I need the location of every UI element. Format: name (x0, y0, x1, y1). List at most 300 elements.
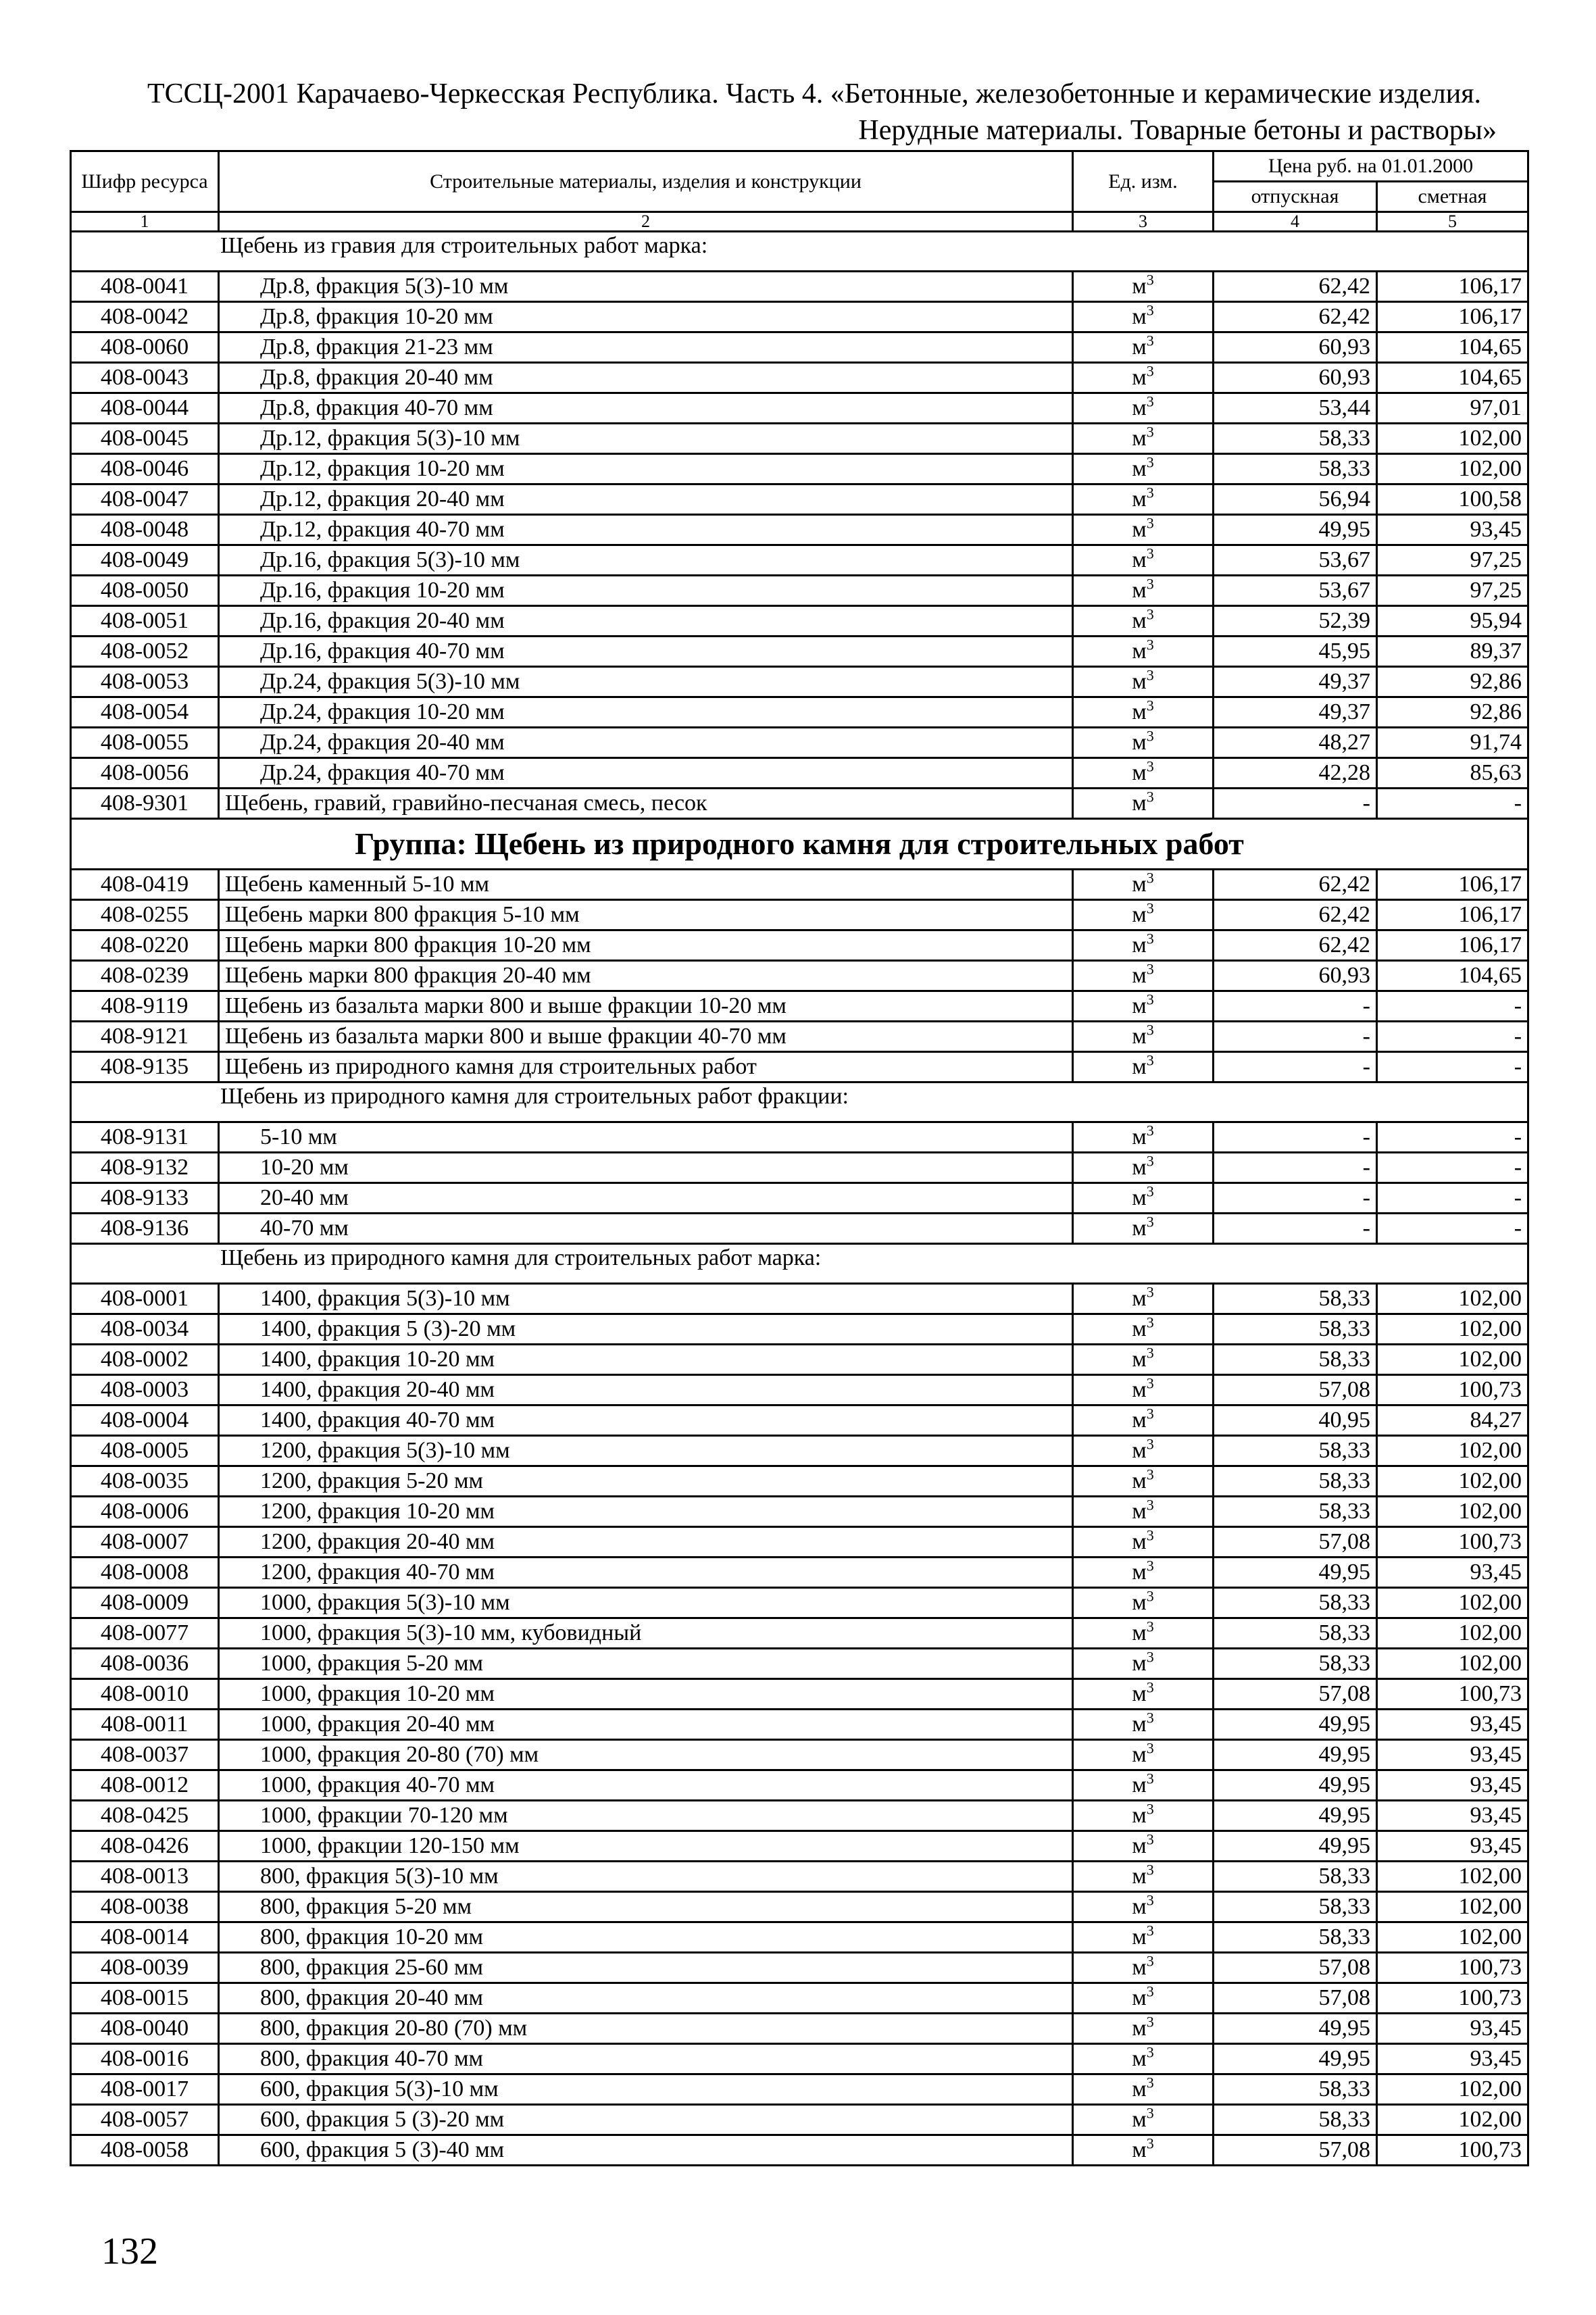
table-row (71, 545, 1528, 576)
material-name: 1200, фракция 5-20 мм (219, 1466, 1073, 1497)
unit-cell (1073, 697, 1214, 728)
resource-code: 408-0005 (71, 1436, 219, 1466)
unit-exponent: 3 (1146, 1314, 1154, 1331)
release-price: 49,95 (1214, 1740, 1377, 1770)
unit-exponent: 3 (1146, 1922, 1154, 1939)
table-row (71, 789, 1528, 819)
release-price: 58,33 (1214, 1314, 1377, 1345)
unit-exponent: 3 (1146, 1770, 1154, 1787)
release-price: - (1214, 1183, 1377, 1214)
estimate-price: 97,25 (1377, 576, 1528, 606)
resource-code: 408-0049 (71, 545, 219, 576)
resource-code: 408-0037 (71, 1740, 219, 1770)
estimate-price: 104,65 (1377, 363, 1528, 393)
material-name: 600, фракция 5(3)-10 мм (219, 2074, 1073, 2105)
release-price: 52,39 (1214, 606, 1377, 637)
release-price: 58,33 (1214, 1436, 1377, 1466)
estimate-price: 106,17 (1377, 930, 1528, 961)
column-number: 5 (1377, 212, 1528, 232)
resource-code: 408-0007 (71, 1527, 219, 1558)
table-row (71, 900, 1528, 930)
unit-symbol: м (1132, 395, 1147, 420)
unit-symbol: м (1132, 2016, 1147, 2041)
column-header-estimate: сметная (1377, 182, 1528, 212)
material-name: 1000, фракция 5(3)-10 мм (219, 1588, 1073, 1618)
estimate-price: 104,65 (1377, 332, 1528, 363)
unit-exponent: 3 (1146, 788, 1154, 805)
resource-code: 408-0040 (71, 2014, 219, 2044)
table-row (71, 1588, 1528, 1618)
unit-cell (1073, 484, 1214, 515)
release-price: 57,08 (1214, 1527, 1377, 1558)
resource-code: 408-0052 (71, 637, 219, 667)
material-name: 1200, фракция 40-70 мм (219, 1558, 1073, 1588)
material-name: Щебень, гравий, гравийно-песчаная смесь, песок (219, 789, 1073, 819)
unit-symbol: м (1132, 2137, 1147, 2162)
unit-exponent: 3 (1146, 2135, 1154, 2152)
unit-cell (1073, 667, 1214, 697)
table-row (71, 393, 1528, 424)
unit-symbol: м (1132, 1286, 1147, 1311)
release-price: 58,33 (1214, 424, 1377, 454)
material-name: 800, фракция 40-70 мм (219, 2044, 1073, 2074)
unit-cell (1073, 515, 1214, 545)
material-name: Др.12, фракция 20-40 мм (219, 484, 1073, 515)
material-name: 800, фракция 20-80 (70) мм (219, 2014, 1073, 2044)
unit-cell (1073, 1345, 1214, 1375)
release-price: 60,93 (1214, 363, 1377, 393)
table-row (71, 606, 1528, 637)
estimate-price: 102,00 (1377, 1466, 1528, 1497)
table-row (71, 1405, 1528, 1436)
table-row (71, 1345, 1528, 1375)
unit-cell (1073, 1436, 1214, 1466)
unit-exponent: 3 (1146, 2043, 1154, 2061)
unit-cell (1073, 363, 1214, 393)
material-name: Др.8, фракция 40-70 мм (219, 393, 1073, 424)
estimate-price: 93,45 (1377, 1801, 1528, 1831)
unit-exponent: 3 (1146, 1709, 1154, 1726)
unit-symbol: м (1132, 1924, 1147, 1949)
material-name: Др.16, фракция 20-40 мм (219, 606, 1073, 637)
resource-code: 408-0043 (71, 363, 219, 393)
unit-cell (1073, 1183, 1214, 1214)
estimate-price: 102,00 (1377, 1284, 1528, 1314)
estimate-price: - (1377, 789, 1528, 819)
resource-code: 408-0035 (71, 1466, 219, 1497)
estimate-price: - (1377, 1153, 1528, 1183)
unit-exponent: 3 (1146, 1152, 1154, 1170)
unit-cell (1073, 728, 1214, 758)
table-row (71, 515, 1528, 545)
table-row (71, 728, 1528, 758)
release-price: 60,93 (1214, 332, 1377, 363)
resource-code: 408-0038 (71, 1892, 219, 1922)
release-price: 57,08 (1214, 1953, 1377, 1983)
unit-cell (1073, 1740, 1214, 1770)
unit-symbol: м (1132, 1955, 1147, 1980)
unit-cell (1073, 1588, 1214, 1618)
material-name: Др.8, фракция 21-23 мм (219, 332, 1073, 363)
unit-exponent: 3 (1146, 1952, 1154, 1970)
section-title: Щебень из природного камня для строительных работ фракции: (71, 1082, 1528, 1122)
estimate-price: 102,00 (1377, 1892, 1528, 1922)
estimate-price: 100,73 (1377, 1953, 1528, 1983)
unit-cell (1073, 1953, 1214, 1983)
resource-code: 408-0039 (71, 1953, 219, 1983)
material-name: Др.24, фракция 10-20 мм (219, 697, 1073, 728)
resource-code: 408-0034 (71, 1314, 219, 1345)
unit-exponent: 3 (1146, 1678, 1154, 1696)
table-row (71, 1922, 1528, 1953)
release-price: 62,42 (1214, 870, 1377, 900)
resource-code: 408-0001 (71, 1284, 219, 1314)
estimate-price: 104,65 (1377, 961, 1528, 991)
unit-cell (1073, 454, 1214, 484)
table-row (71, 1314, 1528, 1345)
resource-code: 408-0010 (71, 1679, 219, 1710)
unit-cell (1073, 1214, 1214, 1244)
column-header-unit: Ед. изм. (1073, 151, 1214, 212)
material-name: 1400, фракция 5 (3)-20 мм (219, 1314, 1073, 1345)
resource-code: 408-0009 (71, 1588, 219, 1618)
unit-symbol: м (1132, 1620, 1147, 1645)
material-name: 1000, фракции 120-150 мм (219, 1831, 1073, 1862)
release-price: 62,42 (1214, 900, 1377, 930)
resource-code: 408-0013 (71, 1862, 219, 1892)
unit-exponent: 3 (1146, 757, 1154, 775)
unit-symbol: м (1132, 1590, 1147, 1615)
resource-code: 408-0056 (71, 758, 219, 789)
resource-code: 408-0055 (71, 728, 219, 758)
unit-symbol: м (1132, 1377, 1147, 1402)
unit-exponent: 3 (1146, 899, 1154, 917)
estimate-price: 106,17 (1377, 302, 1528, 332)
resource-code: 408-0014 (71, 1922, 219, 1953)
material-name: 1400, фракция 40-70 мм (219, 1405, 1073, 1436)
release-price: 58,33 (1214, 1466, 1377, 1497)
unit-cell (1073, 1770, 1214, 1801)
resource-code: 408-9136 (71, 1214, 219, 1244)
unit-exponent: 3 (1146, 1435, 1154, 1453)
table-row (71, 332, 1528, 363)
unit-cell (1073, 1052, 1214, 1082)
table-row (71, 454, 1528, 484)
release-price: 49,95 (1214, 1801, 1377, 1831)
estimate-price: 95,94 (1377, 606, 1528, 637)
unit-cell (1073, 1618, 1214, 1649)
unit-exponent: 3 (1146, 1374, 1154, 1392)
unit-cell (1073, 606, 1214, 637)
unit-cell (1073, 576, 1214, 606)
release-price: 49,95 (1214, 1710, 1377, 1740)
release-price: 49,95 (1214, 1831, 1377, 1862)
unit-exponent: 3 (1146, 271, 1154, 289)
estimate-price: 102,00 (1377, 1436, 1528, 1466)
material-name: 5-10 мм (219, 1122, 1073, 1153)
unit-exponent: 3 (1146, 453, 1154, 471)
release-price: 58,33 (1214, 1588, 1377, 1618)
release-price: 58,33 (1214, 1922, 1377, 1953)
unit-cell (1073, 2014, 1214, 2044)
estimate-price: 102,00 (1377, 1922, 1528, 1953)
price-table (70, 150, 1529, 2166)
material-name: 800, фракция 5(3)-10 мм (219, 1862, 1073, 1892)
material-name: Др.12, фракция 10-20 мм (219, 454, 1073, 484)
release-price: 58,33 (1214, 1618, 1377, 1649)
column-header-price: Цена руб. на 01.01.2000 (1214, 151, 1528, 182)
table-row (71, 667, 1528, 697)
unit-cell (1073, 1892, 1214, 1922)
estimate-price: 85,63 (1377, 758, 1528, 789)
group-title: Группа: Щебень из природного камня для строительных работ (71, 819, 1528, 870)
unit-exponent: 3 (1146, 1891, 1154, 1909)
resource-code: 408-0051 (71, 606, 219, 637)
unit-cell (1073, 900, 1214, 930)
material-name: 1400, фракция 20-40 мм (219, 1375, 1073, 1405)
table-row (71, 1831, 1528, 1862)
table-row (71, 1375, 1528, 1405)
unit-symbol: м (1132, 2076, 1147, 2101)
section-row (71, 1244, 1528, 1284)
resource-code: 408-0239 (71, 961, 219, 991)
resource-code: 408-0053 (71, 667, 219, 697)
unit-exponent: 3 (1146, 1648, 1154, 1666)
release-price: 62,42 (1214, 930, 1377, 961)
material-name: 40-70 мм (219, 1214, 1073, 1244)
estimate-price: - (1377, 1052, 1528, 1082)
unit-cell (1073, 302, 1214, 332)
unit-symbol: м (1132, 1316, 1147, 1341)
release-price: 58,33 (1214, 1345, 1377, 1375)
unit-exponent: 3 (1146, 930, 1154, 947)
material-name: Др.16, фракция 10-20 мм (219, 576, 1073, 606)
unit-symbol: м (1132, 334, 1147, 359)
table-row (71, 1710, 1528, 1740)
table-row (71, 1052, 1528, 1082)
unit-exponent: 3 (1146, 423, 1154, 441)
estimate-price: 91,74 (1377, 728, 1528, 758)
unit-cell (1073, 930, 1214, 961)
material-name: 1000, фракция 40-70 мм (219, 1770, 1073, 1801)
resource-code: 408-0255 (71, 900, 219, 930)
material-name: 1400, фракция 5(3)-10 мм (219, 1284, 1073, 1314)
table-row (71, 1214, 1528, 1244)
release-price: 58,33 (1214, 1862, 1377, 1892)
table-row (71, 1122, 1528, 1153)
section-title: Щебень из гравия для строительных работ марка: (71, 232, 1528, 272)
unit-symbol: м (1132, 1833, 1147, 1858)
unit-symbol: м (1132, 699, 1147, 724)
material-name: Др.8, фракция 10-20 мм (219, 302, 1073, 332)
material-name: Щебень марки 800 фракция 20-40 мм (219, 961, 1073, 991)
unit-symbol: м (1132, 274, 1147, 299)
unit-symbol: м (1132, 1985, 1147, 2010)
resource-code: 408-0017 (71, 2074, 219, 2105)
material-name: 1000, фракция 20-80 (70) мм (219, 1740, 1073, 1770)
column-header-code: Шифр ресурса (71, 151, 219, 212)
material-name: 800, фракция 5-20 мм (219, 1892, 1073, 1922)
release-price: 49,37 (1214, 697, 1377, 728)
unit-cell (1073, 991, 1214, 1022)
table-row (71, 1436, 1528, 1466)
unit-symbol: м (1132, 1742, 1147, 1767)
resource-code: 408-0045 (71, 424, 219, 454)
unit-exponent: 3 (1146, 2104, 1154, 2122)
resource-code: 408-0046 (71, 454, 219, 484)
unit-exponent: 3 (1146, 1122, 1154, 1139)
material-name: 1000, фракция 10-20 мм (219, 1679, 1073, 1710)
estimate-price: 93,45 (1377, 1558, 1528, 1588)
material-name: 1200, фракция 10-20 мм (219, 1497, 1073, 1527)
table-row (71, 1497, 1528, 1527)
estimate-price: 93,45 (1377, 1831, 1528, 1862)
resource-code: 408-0044 (71, 393, 219, 424)
estimate-price: 106,17 (1377, 870, 1528, 900)
estimate-price: 102,00 (1377, 1497, 1528, 1527)
unit-exponent: 3 (1146, 1831, 1154, 1848)
release-price: 57,08 (1214, 1375, 1377, 1405)
unit-exponent: 3 (1146, 1213, 1154, 1230)
estimate-price: 97,25 (1377, 545, 1528, 576)
release-price: 49,95 (1214, 2044, 1377, 2074)
estimate-price: 102,00 (1377, 454, 1528, 484)
unit-symbol: м (1132, 1468, 1147, 1493)
estimate-price: 102,00 (1377, 424, 1528, 454)
estimate-price: 84,27 (1377, 1405, 1528, 1436)
unit-symbol: м (1132, 639, 1147, 664)
section-row (71, 819, 1528, 870)
unit-cell (1073, 2044, 1214, 2074)
unit-symbol: м (1132, 932, 1147, 957)
material-name: 1400, фракция 10-20 мм (219, 1345, 1073, 1375)
unit-exponent: 3 (1146, 1861, 1154, 1878)
unit-symbol: м (1132, 1124, 1147, 1149)
estimate-price: 102,00 (1377, 1588, 1528, 1618)
release-price: 49,95 (1214, 2014, 1377, 2044)
unit-symbol: м (1132, 760, 1147, 785)
unit-cell (1073, 789, 1214, 819)
unit-exponent: 3 (1146, 991, 1154, 1008)
resource-code: 408-0016 (71, 2044, 219, 2074)
unit-cell (1073, 1497, 1214, 1527)
resource-code: 408-9135 (71, 1052, 219, 1082)
resource-code: 408-0006 (71, 1497, 219, 1527)
material-name: Др.8, фракция 5(3)-10 мм (219, 272, 1073, 302)
table-row (71, 2044, 1528, 2074)
estimate-price: 100,58 (1377, 484, 1528, 515)
column-number-row (71, 212, 1528, 232)
material-name: 1200, фракция 5(3)-10 мм (219, 1436, 1073, 1466)
material-name: 600, фракция 5 (3)-20 мм (219, 2105, 1073, 2135)
release-price: 58,33 (1214, 1649, 1377, 1679)
unit-exponent: 3 (1146, 1183, 1154, 1200)
table-row (71, 484, 1528, 515)
unit-symbol: м (1132, 1347, 1147, 1372)
estimate-price: 102,00 (1377, 1314, 1528, 1345)
table-row (71, 1649, 1528, 1679)
release-price: 57,08 (1214, 1679, 1377, 1710)
table-row (71, 1558, 1528, 1588)
column-number: 1 (71, 212, 219, 232)
material-name: 800, фракция 25-60 мм (219, 1953, 1073, 1983)
resource-code: 408-0057 (71, 2105, 219, 2135)
unit-exponent: 3 (1146, 484, 1154, 501)
resource-code: 408-0012 (71, 1770, 219, 1801)
table-row (71, 1153, 1528, 1183)
document-title-line2: Нерудные материалы. Товарные бетоны и растворы» (858, 115, 1497, 146)
table-row (71, 1679, 1528, 1710)
material-name: Др.12, фракция 40-70 мм (219, 515, 1073, 545)
material-name: 800, фракция 20-40 мм (219, 1983, 1073, 2014)
unit-symbol: м (1132, 1894, 1147, 1919)
material-name: 1000, фракция 5(3)-10 мм, кубовидный (219, 1618, 1073, 1649)
unit-symbol: м (1132, 304, 1147, 329)
unit-cell (1073, 272, 1214, 302)
estimate-price: 106,17 (1377, 272, 1528, 302)
unit-symbol: м (1132, 1155, 1147, 1180)
material-name: 1000, фракция 20-40 мм (219, 1710, 1073, 1740)
unit-exponent: 3 (1146, 1021, 1154, 1039)
unit-cell (1073, 1710, 1214, 1740)
resource-code: 408-0015 (71, 1983, 219, 2014)
material-name: Др.16, фракция 40-70 мм (219, 637, 1073, 667)
table-row (71, 2105, 1528, 2135)
estimate-price: - (1377, 1122, 1528, 1153)
unit-cell (1073, 870, 1214, 900)
unit-cell (1073, 1679, 1214, 1710)
estimate-price: 100,73 (1377, 1375, 1528, 1405)
estimate-price: - (1377, 1022, 1528, 1052)
unit-symbol: м (1132, 1864, 1147, 1889)
resource-code: 408-9119 (71, 991, 219, 1022)
resource-code: 408-0220 (71, 930, 219, 961)
estimate-price: 102,00 (1377, 2074, 1528, 2105)
release-price: 53,67 (1214, 545, 1377, 576)
resource-code: 408-0036 (71, 1649, 219, 1679)
estimate-price: - (1377, 1214, 1528, 1244)
unit-symbol: м (1132, 902, 1147, 927)
unit-cell (1073, 2135, 1214, 2166)
estimate-price: 97,01 (1377, 393, 1528, 424)
unit-exponent: 3 (1146, 301, 1154, 319)
unit-symbol: м (1132, 1651, 1147, 1676)
resource-code: 408-0419 (71, 870, 219, 900)
estimate-price: 93,45 (1377, 2044, 1528, 2074)
resource-code: 408-9133 (71, 1183, 219, 1214)
unit-symbol: м (1132, 791, 1147, 816)
unit-symbol: м (1132, 1499, 1147, 1524)
release-price: 53,67 (1214, 576, 1377, 606)
unit-symbol: м (1132, 547, 1147, 572)
table-row (71, 991, 1528, 1022)
table-row (71, 1983, 1528, 2014)
unit-exponent: 3 (1146, 2074, 1154, 2091)
estimate-price: 93,45 (1377, 1770, 1528, 1801)
unit-symbol: м (1132, 1185, 1147, 1210)
unit-exponent: 3 (1146, 1051, 1154, 1069)
release-price: 40,95 (1214, 1405, 1377, 1436)
material-name: Др.12, фракция 5(3)-10 мм (219, 424, 1073, 454)
estimate-price: 102,00 (1377, 1862, 1528, 1892)
unit-exponent: 3 (1146, 666, 1154, 684)
material-name: 20-40 мм (219, 1183, 1073, 1214)
material-name: Щебень марки 800 фракция 5-10 мм (219, 900, 1073, 930)
unit-cell (1073, 1405, 1214, 1436)
unit-symbol: м (1132, 872, 1147, 897)
unit-exponent: 3 (1146, 545, 1154, 562)
table-row (71, 870, 1528, 900)
